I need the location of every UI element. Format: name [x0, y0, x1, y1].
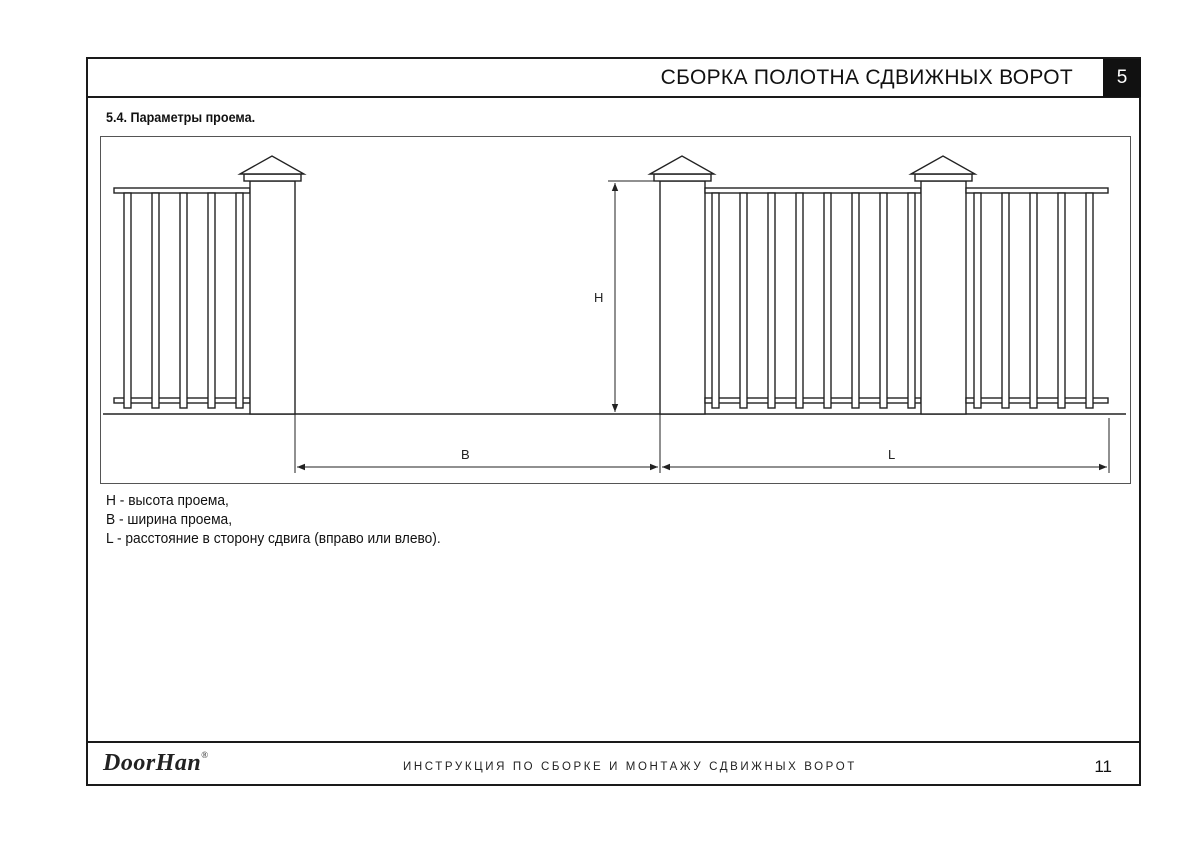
- footer-divider: [86, 741, 1141, 743]
- legend-item-width: B - ширина проема,: [106, 512, 233, 528]
- registered-mark: ®: [201, 750, 209, 760]
- shift-label: L: [888, 447, 896, 462]
- right-fence-section-b: [966, 188, 1108, 408]
- legend: [106, 492, 458, 549]
- left-pillar: [240, 156, 304, 414]
- chapter-number-badge: 5: [1103, 59, 1141, 97]
- brand-logo: [103, 750, 209, 777]
- legend-item-shift: L - расстояние в сторону сдвига (вправо или влево).: [106, 531, 441, 547]
- page-number: 11: [1094, 757, 1112, 776]
- right-pillar: [911, 156, 975, 414]
- middle-pillar: [650, 156, 714, 414]
- document-title: ИНСТРУКЦИЯ ПО СБОРКЕ И МОНТАЖУ СДВИЖНЫХ ВОРОТ: [403, 761, 857, 773]
- height-dimension: [608, 181, 660, 412]
- right-fence-section-a: [705, 188, 921, 408]
- opening-diagram: [100, 136, 1131, 484]
- section-heading: 5.4. Параметры проема.: [106, 109, 256, 125]
- header-divider: [86, 96, 1141, 98]
- width-label: B: [461, 447, 470, 462]
- legend-item-height: H - высота проема,: [106, 493, 229, 509]
- chapter-title: СБОРКА ПОЛОТНА СДВИЖНЫХ ВОРОТ: [660, 66, 1073, 89]
- left-fence-section: [114, 188, 250, 408]
- brand-name: DoorHan: [103, 750, 202, 776]
- height-label: H: [594, 290, 604, 305]
